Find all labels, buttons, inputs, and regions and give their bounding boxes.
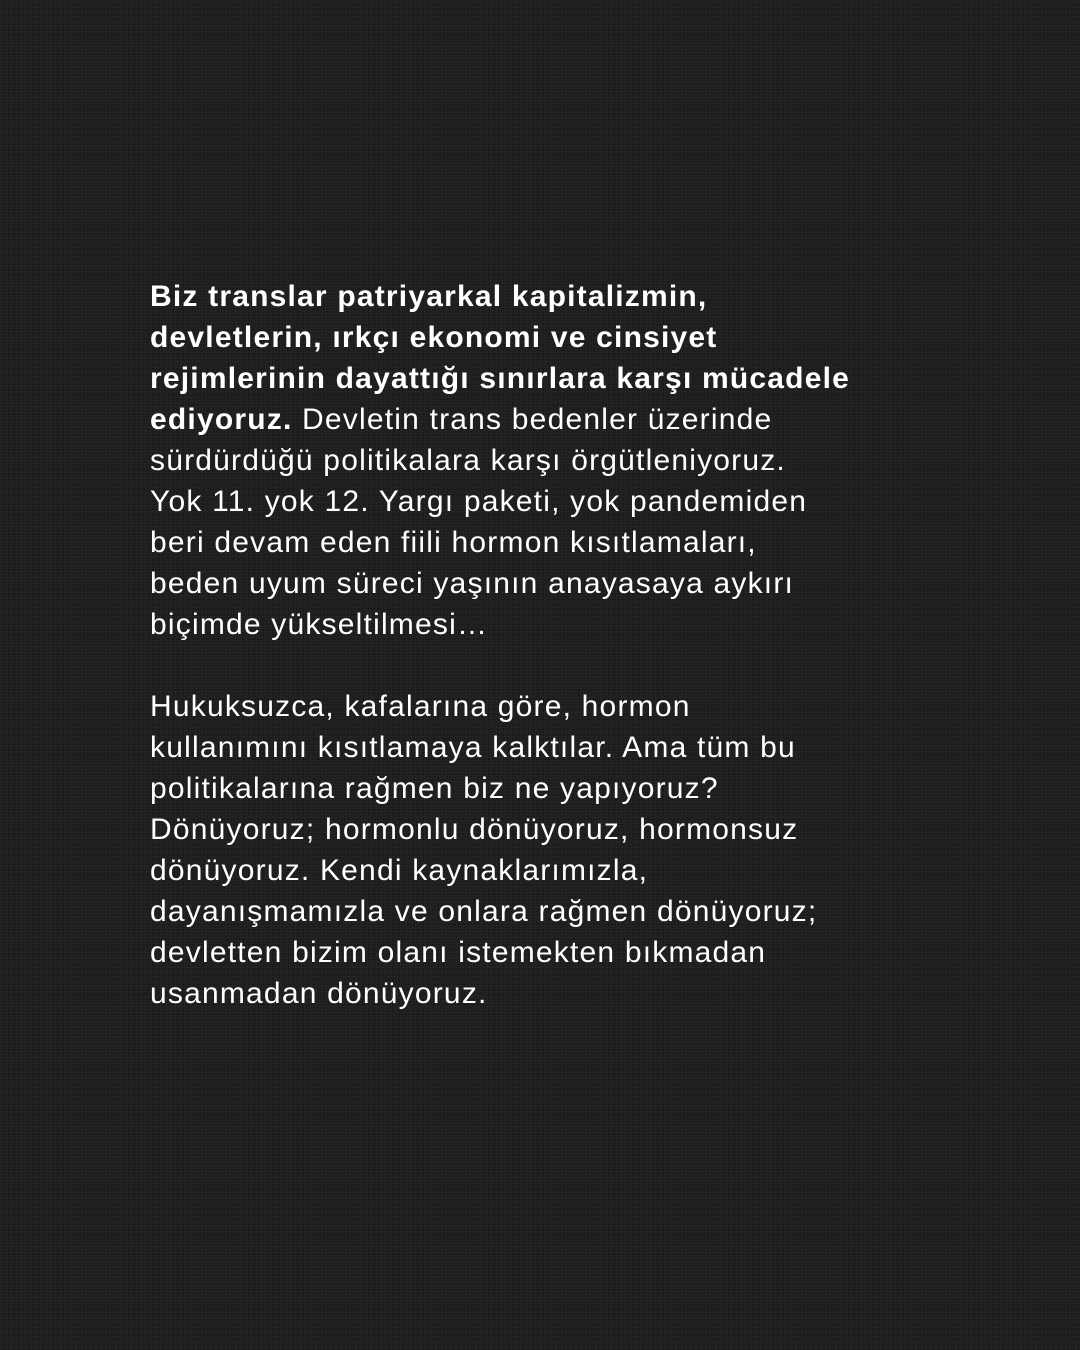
text-line: beri devam eden fiili hormon kısıtlamaları, [150, 526, 757, 559]
text-line: Hukuksuzca, kafalarına göre, hormon [150, 690, 691, 723]
statement-text [150, 276, 950, 1014]
text-line: usanmadan dönüyoruz. [150, 977, 488, 1010]
text-line: politikalarına rağmen biz ne yapıyoruz? [150, 772, 719, 805]
bold-text: rejimlerinin dayattığı sınırlara karşı mücadele [150, 362, 851, 395]
text-line: kullanımını kısıtlamaya kalktılar. Ama tüm bu [150, 731, 796, 764]
text-line [150, 399, 950, 440]
text-line: sürdürdüğü politikalara karşı örgütleniyoruz. [150, 444, 786, 477]
text-line [150, 358, 950, 399]
text-line: Dönüyoruz; hormonlu dönüyoruz, hormonsuz [150, 813, 799, 846]
bold-text: devletlerin, ırkçı ekonomi ve cinsiyet [150, 321, 718, 354]
regular-text: Devletin trans bedenler üzerinde [302, 403, 773, 436]
paragraph-1 [150, 276, 950, 645]
paragraph-2 [150, 686, 950, 1014]
bold-text: Biz translar patriyarkal kapitalizmin, [150, 280, 708, 313]
text-line [150, 276, 950, 317]
text-line: dayanışmamızla ve onlara rağmen dönüyoruz; [150, 895, 818, 928]
text-line: devletten bizim olanı istemekten bıkmadan [150, 936, 767, 969]
text-line: biçimde yükseltilmesi… [150, 608, 489, 641]
text-line: beden uyum süreci yaşının anayasaya aykırı [150, 567, 795, 600]
bold-text: ediyoruz. [150, 403, 293, 436]
text-line [150, 317, 950, 358]
text-line: dönüyoruz. Kendi kaynaklarımızla, [150, 854, 649, 887]
text-line: Yok 11. yok 12. Yargı paketi, yok pandemiden [150, 485, 808, 518]
